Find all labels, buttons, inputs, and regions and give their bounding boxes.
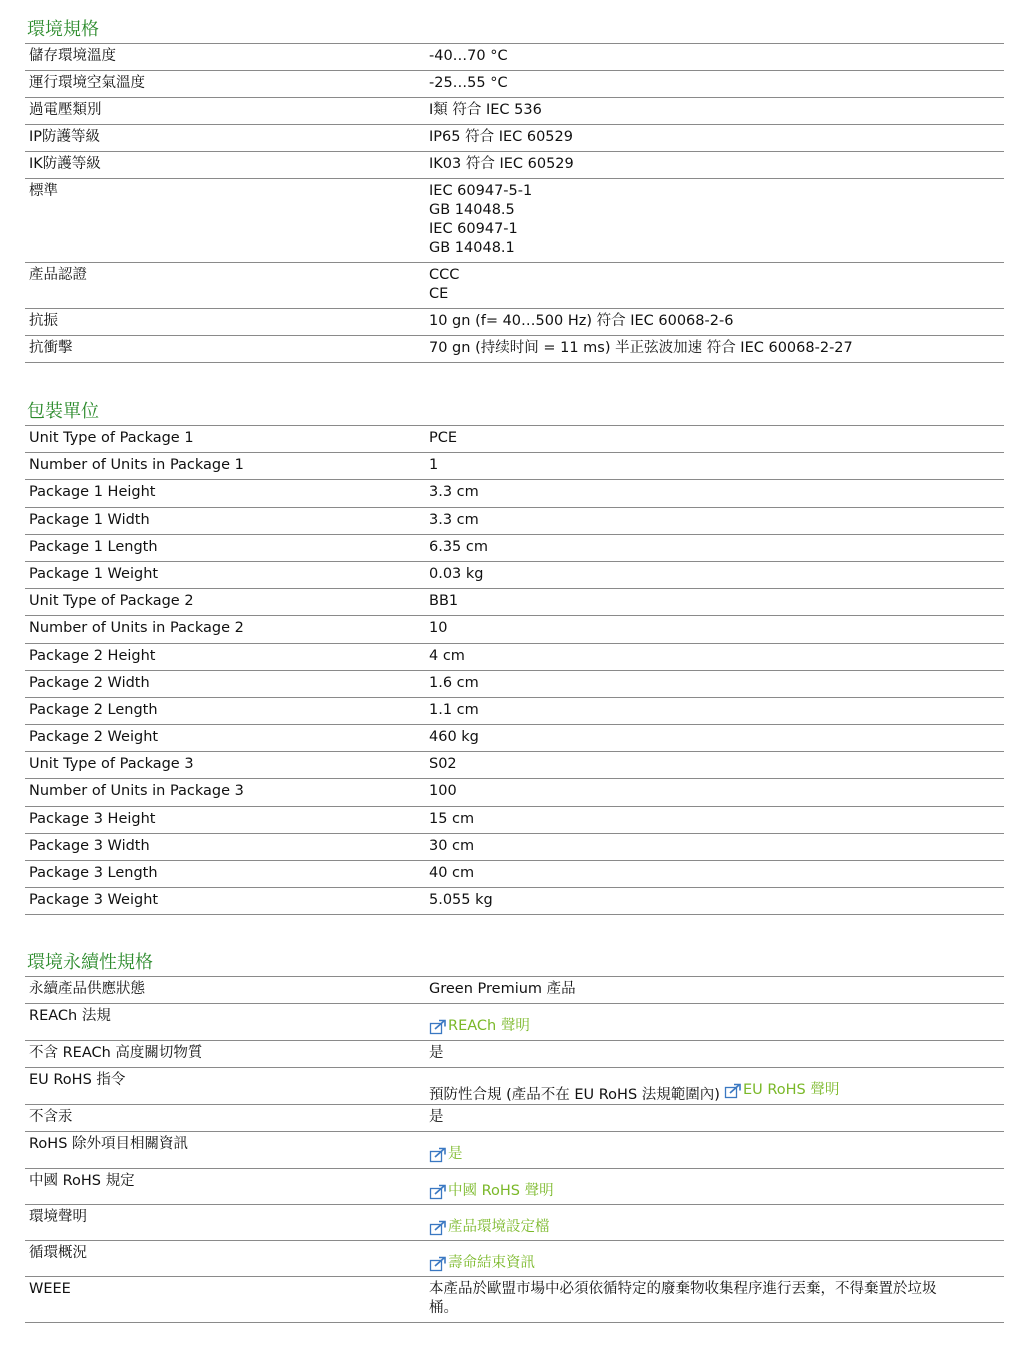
row-label [25,152,429,178]
table-row [25,562,1004,589]
table-row [25,752,1004,779]
row-label [25,589,429,615]
table-row [25,1132,1004,1169]
row-value [429,179,1004,262]
row-value [429,152,1004,178]
row-value [429,589,1004,615]
row-label [25,1241,429,1276]
label-text: 不含汞 [29,1109,73,1126]
table-row [25,1105,1004,1132]
row-label [25,861,429,887]
label-text: Package 1 Length [29,538,158,555]
row-label [25,453,429,479]
table-row [25,453,1004,480]
row-value [429,44,1004,70]
row-value [429,535,1004,561]
value-text: 1 [429,457,439,474]
row-value [429,1105,1004,1131]
row-label [25,535,429,561]
row-label [25,508,429,534]
table-row [25,977,1004,1004]
row-label [25,1004,429,1040]
row-value [429,888,1004,914]
label-text: Package 3 Length [29,865,158,881]
row-label [25,98,429,124]
label-text: RoHS 除外項目相關資訊 [29,1136,189,1153]
row-value [429,1004,1004,1040]
table-row [25,98,1004,125]
label-text: IK防護等級 [29,156,101,172]
label-text: Package 2 Weight [29,729,159,746]
label-text: Unit Type of Package 1 [29,430,194,446]
table-row [25,125,1004,152]
table-row [25,807,1004,834]
row-value [429,1169,1004,1204]
row-value [429,1068,1004,1104]
label-text: Package 3 Width [29,837,150,854]
table-row [25,152,1004,179]
row-label [25,71,429,97]
row-value [429,752,1004,778]
row-label [25,1169,429,1204]
row-label [25,562,429,588]
value-text: I類 符合 IEC 536 [429,102,542,118]
label-text: 中國 RoHS 規定 [29,1173,135,1190]
value-text: CE [429,286,449,302]
row-value [429,644,1004,670]
table-row [25,309,1004,336]
row-label [25,671,429,697]
value-text: 5.055 kg [429,892,493,909]
row-value [429,453,1004,479]
value-text: IK03 符合 IEC 60529 [429,156,574,172]
row-label [25,1132,429,1168]
label-text: Number of Units in Package 1 [29,457,244,474]
label-text: 儲存環境溫度 [29,48,116,64]
label-text: Unit Type of Package 3 [29,756,194,773]
table-row [25,480,1004,507]
row-label [25,44,429,70]
row-label [25,125,429,151]
table-row [25,888,1004,915]
row-value [429,125,1004,151]
row-value [429,508,1004,534]
row-label [25,1205,429,1240]
row-label [25,1277,429,1322]
value-text: -25…55 °C [429,75,508,91]
table-row [25,779,1004,806]
label-text: Number of Units in Package 2 [29,620,244,637]
row-value [429,779,1004,805]
document-link[interactable] [724,1078,839,1099]
value-text: 460 kg [429,729,479,746]
table-row [25,426,1004,453]
value-text: 3.3 cm [429,511,479,528]
external-link-icon [429,1019,447,1035]
row-label [25,977,429,1003]
section-title: 環境永續性規格 [25,951,1004,977]
value-text: 是 [429,1045,444,1062]
row-value [429,616,1004,642]
row-value [429,861,1004,887]
table-row [25,1004,1004,1041]
value-text: Green Premium 產品 [429,981,576,998]
row-value [429,98,1004,124]
label-text: 過電壓類別 [29,102,102,118]
row-label [25,644,429,670]
table-row [25,535,1004,562]
link-label[interactable]: 中國 RoHS 聲明 [448,1183,554,1200]
spec-document [25,18,1004,1323]
label-text: Package 2 Width [29,674,150,691]
value-text: CCC [429,267,460,283]
value-text: 本產品於歐盟市場中必須依循特定的廢棄物收集程序進行丟棄，不得棄置於垃圾 [429,1281,937,1298]
value-text: 1.1 cm [429,701,479,718]
label-text: REACh 法規 [29,1008,111,1025]
table-row [25,1205,1004,1241]
value-text: 0.03 kg [429,565,484,582]
external-link-icon [429,1147,447,1163]
table-row [25,644,1004,671]
table-row [25,616,1004,643]
row-value [429,1205,1004,1240]
row-label [25,336,429,362]
label-text: Number of Units in Package 3 [29,783,244,800]
value-text: -40…70 °C [429,48,508,64]
table-row [25,1169,1004,1205]
document-link[interactable] [429,1014,530,1035]
row-value [429,336,1004,362]
value-text: 70 gn (持续时间 = 11 ms) 半正弦波加速 符合 IEC 60068-2-27 [429,340,853,356]
table-row [25,861,1004,888]
value-text: 3.3 cm [429,484,479,501]
label-text: Package 3 Weight [29,892,159,909]
label-text: 產品認證 [29,267,87,283]
link-label[interactable]: 壽命結束資訊 [448,1255,535,1272]
external-link-icon [429,1256,447,1272]
sustainability-section [25,951,1004,1323]
row-label [25,752,429,778]
table-row [25,834,1004,861]
link-label[interactable]: REACh 聲明 [448,1018,530,1035]
label-text: 環境聲明 [29,1209,87,1226]
table-row [25,336,1004,363]
row-value [429,834,1004,860]
row-label [25,179,429,262]
external-link-icon [429,1220,447,1236]
label-text: Package 1 Height [29,484,156,501]
table-row [25,179,1004,263]
value-text: 10 [429,620,448,637]
value-text: 桶。 [429,1300,458,1317]
row-label [25,834,429,860]
value-text: GB 14048.1 [429,240,515,256]
value-text: IEC 60947-5-1 [429,183,533,199]
row-value [429,725,1004,751]
table-row [25,263,1004,309]
table-row [25,1041,1004,1068]
label-text: 抗振 [29,313,58,329]
label-text: Package 1 Weight [29,565,159,582]
label-text: 運行環境空氣溫度 [29,75,145,91]
table-row [25,589,1004,616]
table-row [25,671,1004,698]
row-label [25,807,429,833]
label-text: Package 2 Height [29,647,156,664]
label-text: 循環概況 [29,1245,87,1262]
table-row [25,44,1004,71]
row-label [25,698,429,724]
label-text: 永續產品供應狀態 [29,981,145,998]
value-text: 是 [429,1109,444,1126]
section-title: 包裝單位 [25,400,1004,426]
label-text: IP防護等級 [29,129,101,145]
row-value [429,807,1004,833]
document-link[interactable] [429,1251,535,1272]
section-title: 環境規格 [25,18,1004,44]
value-text: S02 [429,756,457,773]
label-text: Package 1 Width [29,511,150,528]
row-label [25,426,429,452]
label-text: Package 2 Length [29,701,158,718]
value-text: 6.35 cm [429,538,488,555]
table-row [25,71,1004,98]
value-text: 100 [429,783,457,800]
document-link[interactable] [429,1142,463,1163]
value-text: 1.6 cm [429,674,479,691]
link-label[interactable]: 產品環境設定檔 [448,1219,550,1236]
row-label [25,779,429,805]
row-value [429,1041,1004,1067]
value-text: PCE [429,430,458,446]
external-link-icon [429,1184,447,1200]
row-value [429,309,1004,335]
row-label [25,616,429,642]
value-text: GB 14048.5 [429,202,515,218]
external-link-icon [724,1083,742,1099]
row-label [25,1068,429,1104]
row-label [25,888,429,914]
value-text: IEC 60947-1 [429,221,518,237]
value-text: IP65 符合 IEC 60529 [429,129,573,145]
row-value [429,263,1004,308]
value-text: 預防性合規 (產品不在 EU RoHS 法規範圍內) [429,1087,720,1104]
environment-section [25,18,1004,363]
row-value [429,698,1004,724]
row-label [25,263,429,308]
label-text: Package 3 Height [29,810,156,827]
table-row [25,508,1004,535]
row-value [429,71,1004,97]
row-value [429,1132,1004,1168]
link-label[interactable]: 是 [448,1146,463,1163]
row-value [429,671,1004,697]
document-link[interactable] [429,1179,554,1200]
label-text: EU RoHS 指令 [29,1072,126,1089]
row-value [429,977,1004,1003]
row-label [25,309,429,335]
row-value [429,426,1004,452]
table-row [25,698,1004,725]
table-row [25,725,1004,752]
row-label [25,1041,429,1067]
label-text: 標準 [29,183,58,199]
packaging-section [25,400,1004,915]
value-text: BB1 [429,593,459,610]
value-text: 30 cm [429,837,475,854]
link-label[interactable]: EU RoHS 聲明 [742,1082,840,1099]
label-text: 抗衝擊 [29,340,73,356]
table-row [25,1277,1004,1323]
value-text: 15 cm [429,810,475,827]
value-text: 40 cm [429,865,475,881]
row-value [429,1241,1004,1276]
row-value [429,1277,1004,1322]
table-row [25,1068,1004,1105]
label-text: Unit Type of Package 2 [29,593,194,610]
label-text: WEEE [29,1281,71,1298]
row-label [25,480,429,506]
table-row [25,1241,1004,1277]
row-value [429,480,1004,506]
row-label [25,725,429,751]
value-text: 10 gn (f= 40…500 Hz) 符合 IEC 60068-2-6 [429,313,734,329]
label-text: 不含 REACh 高度關切物質 [29,1045,203,1062]
value-text: 4 cm [429,647,465,664]
document-link[interactable] [429,1215,550,1236]
row-value [429,562,1004,588]
row-label [25,1105,429,1131]
